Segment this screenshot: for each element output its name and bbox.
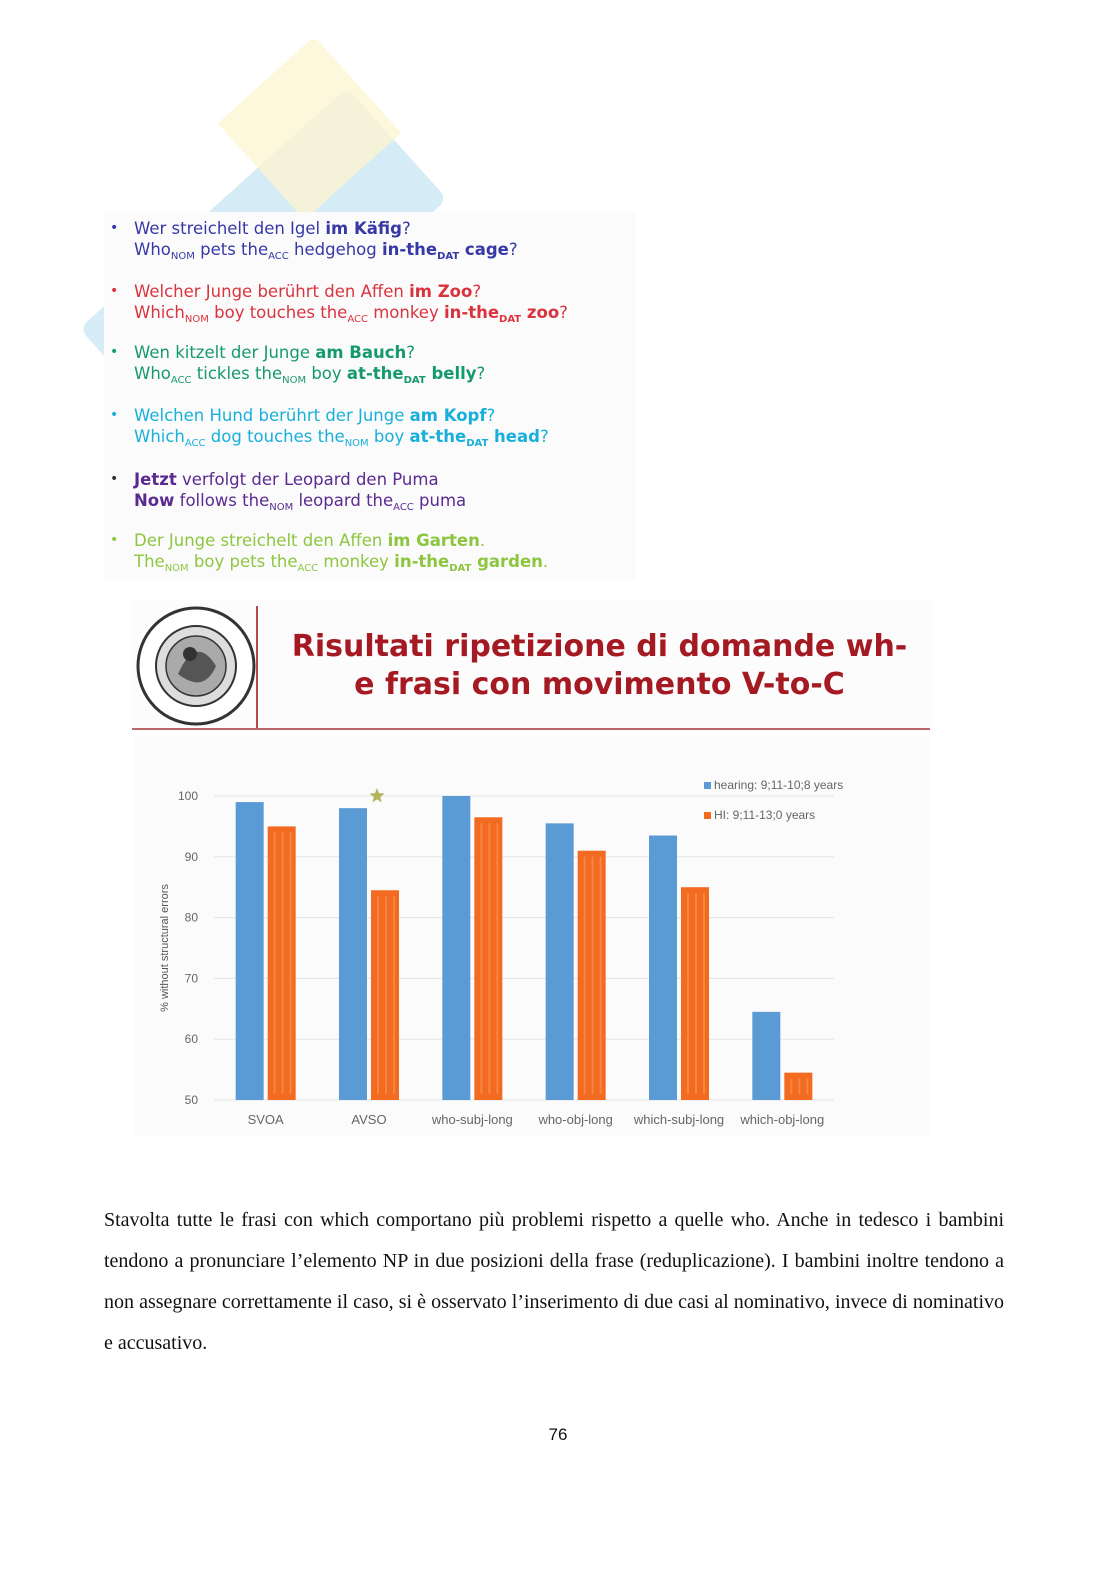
bold-segment: garden [471,552,543,571]
text-segment: Wen kitzelt der Junge [134,343,316,362]
slide-title-line-2: e frasi con movimento V-to-C [354,667,845,702]
text-segment: boy pets the [188,552,298,571]
bold-segment: am Kopf [409,406,487,425]
bold-segment: im Zoo [409,282,473,301]
bold-segment: am Bauch [315,343,407,362]
slide-header [132,600,932,732]
y-tick-label: 80 [184,910,198,925]
text-segment: Wer streichelt den Igel [134,219,326,238]
text-segment: hedgehog [288,240,382,259]
case-subscript: DAT [403,375,426,386]
example-6-german [134,530,485,551]
x-tick-label: which-obj-long [740,1112,825,1127]
example-5-german [134,469,439,490]
text-segment: Der Junge streichelt den Affen [134,531,388,550]
bar-hearing [339,808,367,1100]
case-subscript: ACC [347,314,368,325]
case-subscript: ACC [393,502,414,513]
header-divider-horizontal [132,728,930,730]
text-segment: Who [134,364,171,383]
case-subscript: DAT [449,563,472,574]
example-2-german [134,281,481,302]
text-segment: ? [508,240,518,259]
bar-hearing [546,823,574,1100]
case-subscript: ACC [170,375,192,386]
x-tick-label: who-subj-long [431,1112,513,1127]
x-tick-label: which-subj-long [633,1112,725,1127]
case-subscript: ACC [268,251,289,262]
bold-segment: im Garten [387,531,480,550]
bold-segment: head [488,427,540,446]
text-segment: pets the [194,240,269,259]
bold-segment: at-the [346,364,404,383]
text-segment: boy [368,427,410,446]
bold-segment: Jetzt [134,470,177,489]
text-segment: Welchen Hund berührt der Junge [134,406,410,425]
header-divider-vertical [256,606,258,728]
example-sentences: • Wer streichelt den Igel im Käfig? Who$_{NOM}$ pets the$_{ACC}$ hedgehog in-the$_{DAT}$ cage? • Welcher Junge berührt den Affen im Zoo? Which$_{NOM}$ boy touches the$_{ACC}$ monkey in-the$_{DAT}$ zoo? • Wen kitzelt der Junge am Bauch? Who$_{ACC}$ tickles the$_{NOM}$ boy at-the$_{DAT}$ belly? • Welchen Hund berührt der Junge am Kopf? Which$_{ACC}$ dog touches the$_{NOM}$ boy at-the$_{DAT}$ head? • Jetzt verfolgt der Leopard den Puma Now follows the$_{NOM}$ leopard the$_{ACC}$ puma • Der Junge streichelt den Affen im Garten. The$_{NOM}$ boy pets the$_{ACC}$ monkey in-the$_{DAT}$ garden. [104,212,636,580]
example-4-german [134,405,495,426]
text-segment: ? [476,364,486,383]
example-2-gloss [134,302,568,323]
university-seal-logo [134,604,258,728]
text-segment: leopard the [293,491,394,510]
legend-swatch [704,812,711,819]
example-6-gloss [134,551,548,572]
bar-chart [134,736,930,1136]
text-segment: ? [486,406,496,425]
text-segment: ? [406,343,416,362]
text-segment: ? [472,282,482,301]
case-subscript: NOM [164,563,189,574]
text-segment: tickles the [191,364,283,383]
text-segment: boy [306,364,347,383]
legend-label: HI: 9;11-13;0 years [714,808,816,822]
x-tick-label: SVOA [247,1112,284,1127]
body-paragraph: Stavolta tutte le frasi con which comportano più problemi rispetto a quelle who. Anche in tedesco i bambini tendono a pronunciare l’elemento NP in due posizioni della frase (reduplicazione). I bambini inoltre tendono a non assegnare correttamente il caso, si è osservato l’inserimento di due casi al nominativo, invece di nominativo e accusativo. [104,1209,1004,1354]
y-tick-label: 50 [184,1093,198,1107]
bold-segment: zoo [521,303,560,322]
y-tick-label: 60 [184,1032,198,1047]
x-tick-label: AVSO [351,1112,387,1127]
bold-segment: at-the [409,427,467,446]
case-subscript: NOM [269,502,294,513]
bold-segment: im Käfig [325,219,402,238]
bar-hearing [236,802,264,1100]
legend-swatch [704,782,711,789]
bar-chart-svg [134,736,930,1136]
bold-segment: cage [459,240,509,259]
example-5-gloss [134,490,466,511]
example-3-german [134,342,415,363]
case-subscript: ACC [297,563,319,574]
case-subscript: DAT [466,438,489,449]
text-segment: dog touches the [205,427,345,446]
bold-segment: in-the [443,303,500,322]
text-segment: Who [134,240,171,259]
case-subscript: NOM [184,314,209,325]
case-subscript: DAT [437,251,460,262]
text-segment: boy touches the [208,303,348,322]
case-subscript: NOM [282,375,307,386]
text-segment: ? [401,219,411,238]
text-segment: ? [539,427,549,446]
text-segment: puma [413,491,467,510]
case-subscript: ACC [184,438,206,449]
text-segment: Welcher Junge berührt den Affen [134,282,410,301]
text-segment: . [542,552,549,571]
y-tick-label: 70 [184,971,198,986]
bold-segment: belly [425,364,477,383]
text-segment: ? [559,303,568,322]
text-segment: . [479,531,486,550]
text-segment: Which [134,303,185,322]
bold-segment: in-the [394,552,450,571]
text-segment: The [134,552,165,571]
bar-hearing [752,1012,780,1100]
example-1-german [134,218,411,239]
x-tick-label: who-obj-long [538,1112,613,1127]
text-segment: Which [134,427,185,446]
y-axis-label: % without structural errors [159,884,171,1012]
case-subscript: DAT [499,314,522,325]
text-segment: verfolgt der Leopard den Puma [176,470,439,489]
text-segment: follows the [174,491,270,510]
bold-segment: in-the [382,240,438,259]
legend-label: hearing: 9;11-10;8 years [714,778,844,792]
bar-hearing [442,796,470,1100]
slide-title-line-1: Risultati ripetizione di domande wh- [291,629,908,664]
bold-segment: Now [134,491,175,510]
case-subscript: NOM [344,438,369,449]
page-number: 76 [548,1425,568,1444]
example-3-gloss [134,363,485,384]
text-segment: monkey [318,552,395,571]
y-tick-label: 90 [184,849,198,864]
case-subscript: NOM [170,251,195,262]
slide-title [272,628,927,704]
bar-hearing [649,836,677,1100]
y-tick-label: 100 [177,789,198,803]
text-segment: monkey [367,303,444,322]
example-4-gloss [134,426,549,447]
example-1-gloss [134,239,518,260]
